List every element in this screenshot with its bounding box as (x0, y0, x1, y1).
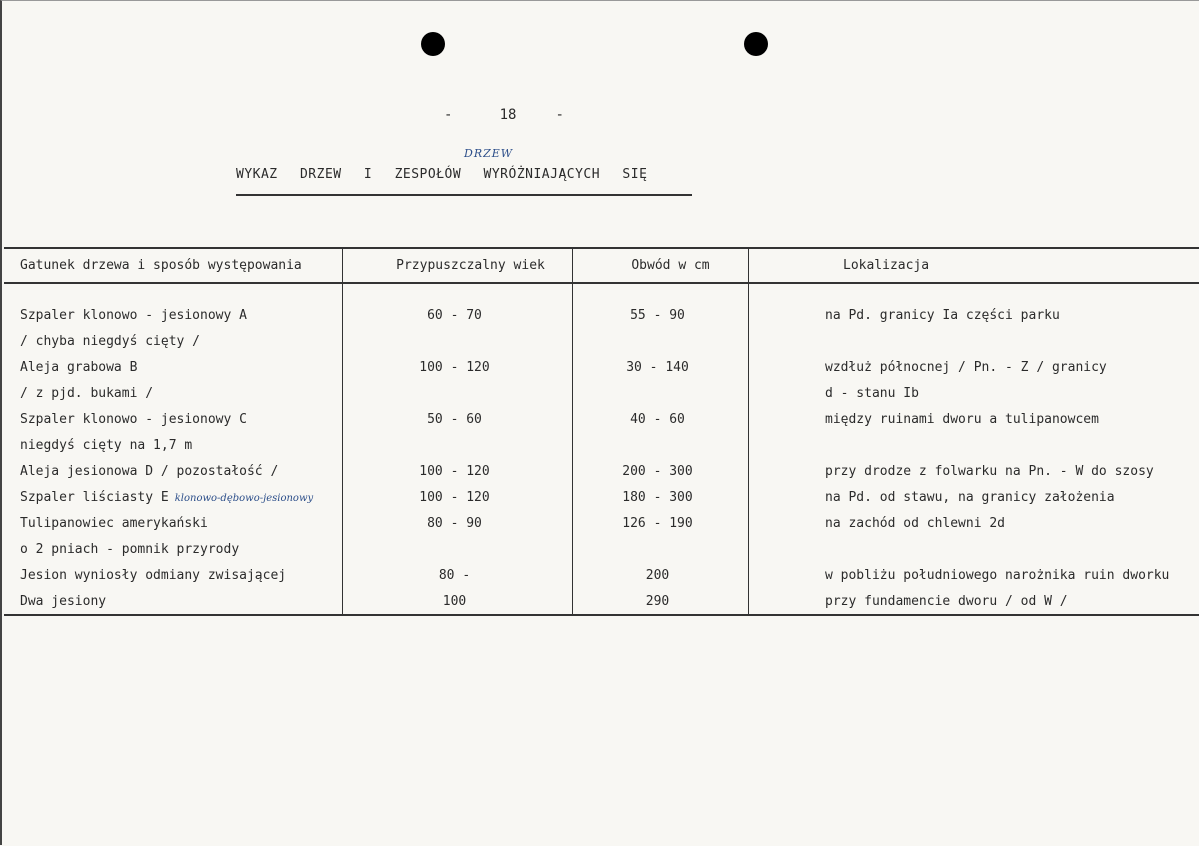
cell-text: 80 - (438, 567, 471, 583)
cell-age (343, 283, 573, 328)
table-row (4, 588, 1199, 615)
cell-circumference (573, 432, 749, 458)
cell-age (343, 484, 573, 510)
cell-location (749, 380, 1199, 406)
cell-text: Tulipanowiec amerykański (20, 515, 208, 531)
table-header-row (4, 248, 1199, 283)
cell-circumference (573, 536, 749, 562)
cell-text: przy drodze z folwarku na Pn. - W do szosy (825, 463, 1154, 479)
cell-species (4, 536, 343, 562)
cell-species (4, 484, 343, 510)
cell-location (749, 432, 1199, 458)
cell-location (749, 406, 1199, 432)
cell-text: 50 - 60 (427, 411, 482, 427)
tree-list-table (4, 247, 1199, 616)
cell-text: 40 - 60 (630, 411, 685, 427)
cell-location (749, 354, 1199, 380)
title-handwritten-note: DRZEW (464, 147, 514, 160)
cell-text: 200 - 300 (622, 463, 693, 479)
table-row (4, 562, 1199, 588)
page-number-dash-right: - (555, 107, 564, 123)
cell-circumference (573, 380, 749, 406)
cell-text: 55 - 90 (630, 307, 685, 323)
cell-text: Jesion wyniosły odmiany zwisającej (20, 567, 287, 583)
cell-text: 200 (645, 567, 670, 583)
cell-circumference (573, 458, 749, 484)
handwritten-insert: klonowo-dębowo-jesionowy (174, 492, 314, 504)
cell-text: 100 - 120 (419, 463, 490, 479)
table-row (4, 354, 1199, 380)
cell-species (4, 328, 343, 354)
cell-species (4, 406, 343, 432)
table-row (4, 432, 1199, 458)
cell-text: / z pjd. bukami / (20, 385, 154, 401)
cell-text: na Pd. od stawu, na granicy założenia (825, 489, 1115, 505)
cell-species (4, 283, 343, 328)
cell-circumference (573, 562, 749, 588)
cell-text: na zachód od chlewni 2d (825, 515, 1006, 531)
cell-text: Szpaler klonowo - jesionowy A (20, 307, 247, 323)
cell-circumference (573, 510, 749, 536)
cell-text: 100 (442, 593, 467, 609)
punch-hole-left (421, 32, 445, 56)
cell-text: w pobliżu południowego narożnika ruin dworku (825, 567, 1170, 583)
cell-circumference (573, 406, 749, 432)
cell-location (749, 588, 1199, 615)
cell-age (343, 406, 573, 432)
cell-circumference (573, 283, 749, 328)
page-number-line (444, 107, 564, 123)
table-row (4, 328, 1199, 354)
cell-species (4, 354, 343, 380)
header-age: Przypuszczalny wiek (343, 248, 573, 283)
table-row (4, 458, 1199, 484)
cell-text: 60 - 70 (427, 307, 482, 323)
cell-text: 126 - 190 (622, 515, 693, 531)
table-row (4, 484, 1199, 510)
cell-text: / chyba niegdyś cięty / (20, 333, 201, 349)
cell-location (749, 562, 1199, 588)
cell-location (749, 328, 1199, 354)
cell-text: 100 - 120 (419, 359, 490, 375)
cell-text: Aleja jesionowa D / pozostałość / (20, 463, 279, 479)
cell-text: o 2 pniach - pomnik przyrody (20, 541, 240, 557)
cell-location (749, 536, 1199, 562)
title-underline (236, 194, 692, 196)
cell-species (4, 562, 343, 588)
cell-age (343, 328, 573, 354)
page-number-dash-left: - (444, 107, 453, 123)
cell-location (749, 510, 1199, 536)
table-body (4, 283, 1199, 615)
cell-text: 100 - 120 (419, 489, 490, 505)
header-circumference: Obwód w cm (573, 248, 749, 283)
cell-species (4, 432, 343, 458)
header-location: Lokalizacja (749, 248, 1199, 283)
cell-age (343, 510, 573, 536)
table-row (4, 406, 1199, 432)
cell-circumference (573, 354, 749, 380)
header-species: Gatunek drzewa i sposób występowania (4, 248, 343, 283)
table-row (4, 283, 1199, 328)
cell-location (749, 458, 1199, 484)
cell-text: 80 - 90 (427, 515, 482, 531)
cell-text: wzdłuż północnej / Pn. - Z / granicy (825, 359, 1107, 375)
cell-location (749, 484, 1199, 510)
cell-circumference (573, 588, 749, 615)
cell-species (4, 588, 343, 615)
cell-text: 180 - 300 (622, 489, 693, 505)
cell-species (4, 380, 343, 406)
cell-text: między ruinami dworu a tulipanowcem (825, 411, 1099, 427)
cell-location (749, 283, 1199, 328)
cell-text: Aleja grabowa B (20, 359, 138, 375)
page-number: 18 (499, 107, 517, 123)
table-row (4, 510, 1199, 536)
cell-species (4, 458, 343, 484)
cell-species (4, 510, 343, 536)
cell-text: Szpaler liściasty E (20, 489, 169, 505)
cell-circumference (573, 484, 749, 510)
table-row (4, 536, 1199, 562)
cell-text: 30 - 140 (626, 359, 689, 375)
cell-age (343, 536, 573, 562)
cell-age (343, 562, 573, 588)
cell-text: niegdyś cięty na 1,7 m (20, 437, 193, 453)
cell-text: d - stanu Ib (825, 385, 919, 401)
cell-text: Szpaler klonowo - jesionowy C (20, 411, 247, 427)
cell-age (343, 432, 573, 458)
cell-text: 290 (645, 593, 670, 609)
cell-text: Dwa jesiony (20, 593, 107, 609)
document-title: WYKAZ DRZEW I ZESPOŁÓW WYRÓŻNIAJĄCYCH SIĘ (236, 167, 648, 182)
cell-text: na Pd. granicy Ia części parku (825, 307, 1060, 323)
cell-circumference (573, 328, 749, 354)
cell-age (343, 380, 573, 406)
cell-age (343, 588, 573, 615)
cell-text: przy fundamencie dworu / od W / (825, 593, 1068, 609)
table-row (4, 380, 1199, 406)
punch-hole-right (744, 32, 768, 56)
cell-age (343, 354, 573, 380)
cell-age (343, 458, 573, 484)
